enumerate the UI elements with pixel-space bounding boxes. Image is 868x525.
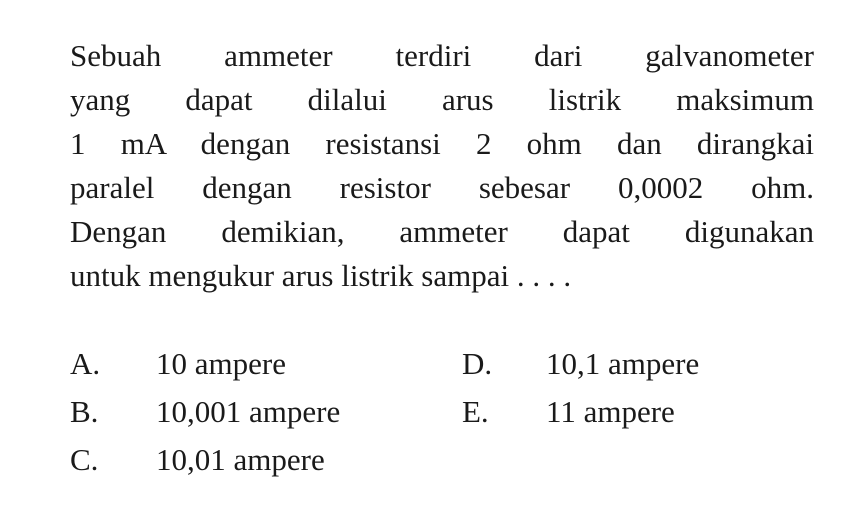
option-e-text: 11 ampere (546, 394, 675, 429)
option-b-text: 10,001 ampere (156, 394, 341, 429)
question-line-3: 1 mA dengan resistansi 2 ohm dan dirangkai (70, 126, 814, 161)
question-line-4: paralel dengan resistor sebesar 0,0002 ohm. (70, 170, 814, 205)
question-line-2: yang dapat dilalui arus listrik maksimum (70, 82, 814, 117)
option-b-letter: B. (70, 394, 99, 429)
question-text (70, 34, 814, 298)
option-e-letter: E. (462, 394, 489, 429)
option-c-text: 10,01 ampere (156, 442, 325, 477)
option-c-letter: C. (70, 442, 99, 477)
option-a-letter: A. (70, 346, 101, 381)
option-a-text: 10 ampere (156, 346, 286, 381)
option-d-text: 10,1 ampere (546, 346, 700, 381)
question-line-6: untuk mengukur arus listrik sampai . . . . (70, 258, 572, 293)
option-d-letter: D. (462, 346, 493, 381)
question-line-1: Sebuah ammeter terdiri dari galvanometer (70, 38, 814, 73)
question-line-5: Dengan demikian, ammeter dapat digunakan (70, 214, 814, 249)
